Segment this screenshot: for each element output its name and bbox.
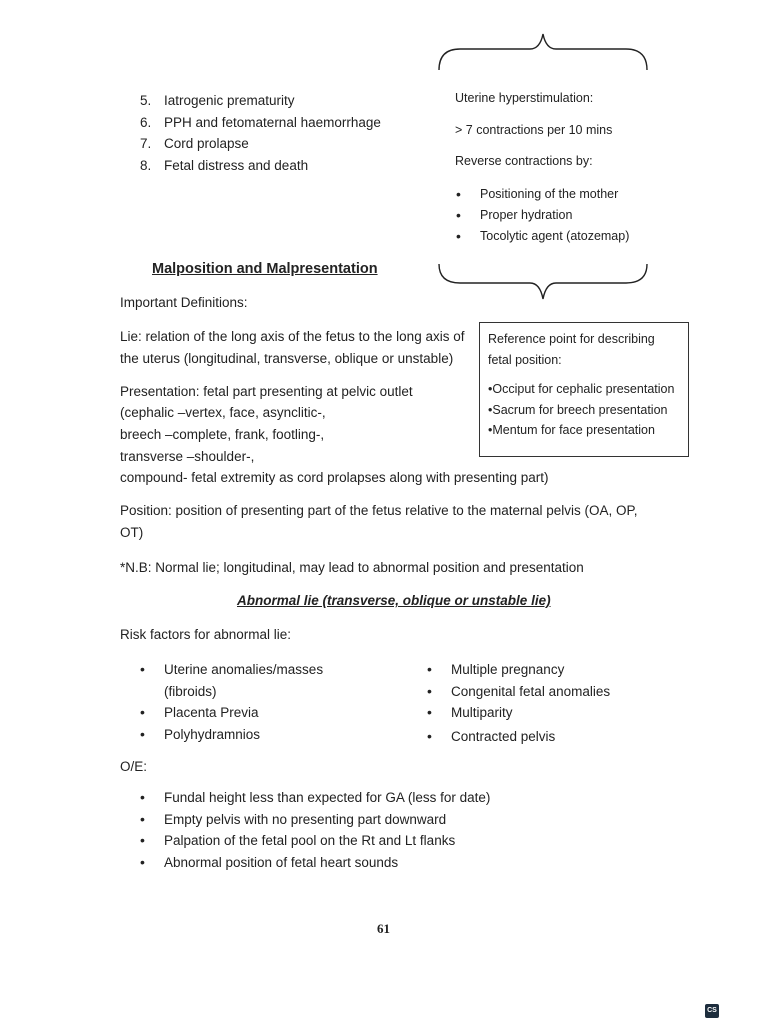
definitions-label: Important Definitions: (120, 295, 248, 310)
list-item: • Multiparity (427, 702, 610, 724)
list-item: • Tocolytic agent (atozemap) (456, 226, 629, 247)
reference-box-title: Reference point for describing fetal position: (488, 332, 655, 367)
list-item: • Proper hydration (456, 205, 629, 226)
list-item: • Placenta Previa (140, 702, 380, 724)
list-item: • Positioning of the mother (456, 184, 629, 205)
list-item: 7. Cord prolapse (140, 136, 249, 151)
lie-definition-line-1: Lie: relation of the long axis of the fetus to the long axis of (120, 329, 465, 344)
list-item: •Mentum for face presentation (488, 423, 655, 437)
page-number: 61 (377, 921, 390, 936)
oe-label: O/E: (120, 759, 148, 774)
top-brace (436, 30, 650, 72)
complications-list (140, 90, 381, 176)
risk-factors-right (427, 659, 610, 747)
section-heading: Malposition and Malpresentation (152, 261, 378, 277)
list-item: • Contracted pelvis (427, 726, 610, 748)
list-item: • Abnormal position of fetal heart sounds (140, 852, 490, 874)
list-item: • Palpation of the fetal pool on the Rt and Lt flanks (140, 830, 490, 852)
abnormal-lie-heading: Abnormal lie (transverse, oblique or unstable lie) (237, 593, 551, 608)
position-line-2: OT) (120, 525, 144, 540)
bottom-brace (436, 262, 650, 302)
list-item: • Fundal height less than expected for GA (less for date) (140, 787, 490, 809)
oe-findings-list (140, 787, 490, 873)
list-item: 6. PPH and fetomaternal haemorrhage (140, 114, 381, 130)
reference-point-box (479, 322, 689, 457)
list-item: • Congenital fetal anomalies (427, 681, 610, 703)
list-item: • Uterine anomalies/masses (fibroids) (140, 659, 380, 702)
reverse-measures-list (456, 184, 629, 247)
list-item: 8. Fetal distress and death (140, 157, 309, 173)
scanner-badge-icon: CS (705, 1004, 719, 1018)
presentation-line-2: (cephalic –vertex, face, asynclitic-, (120, 405, 326, 420)
lie-definition-line-2: the uterus (longitudinal, transverse, oblique or unstable) (120, 351, 454, 366)
presentation-line-4: transverse –shoulder-, (120, 449, 255, 464)
presentation-line-1: Presentation: fetal part presenting at pelvic outlet (120, 384, 413, 399)
position-line-1: Position: position of presenting part of the fetus relative to the maternal pelvis (OA, OP, (120, 503, 638, 518)
hyperstim-title: Uterine hyperstimulation: (455, 91, 594, 105)
list-item: • Polyhydramnios (140, 724, 380, 746)
presentation-line-3: breech –complete, frank, footling-, (120, 427, 325, 442)
list-item: •Sacrum for breech presentation (488, 402, 668, 417)
hyperstim-definition: > 7 contractions per 10 mins (455, 123, 613, 137)
list-item: •Occiput for cephalic presentation (488, 382, 675, 396)
risk-factors-label: Risk factors for abnormal lie: (120, 627, 292, 642)
nb-note: *N.B: Normal lie; longitudinal, may lead to abnormal position and presentation (120, 560, 584, 575)
list-item: 5. Iatrogenic prematurity (140, 93, 295, 108)
risk-factors-left (140, 659, 380, 745)
list-item: • Empty pelvis with no presenting part downward (140, 809, 490, 831)
presentation-line-5: compound- fetal extremity as cord prolapses along with presenting part) (120, 470, 549, 485)
reverse-label: Reverse contractions by: (455, 154, 593, 168)
list-item: • Multiple pregnancy (427, 659, 610, 681)
